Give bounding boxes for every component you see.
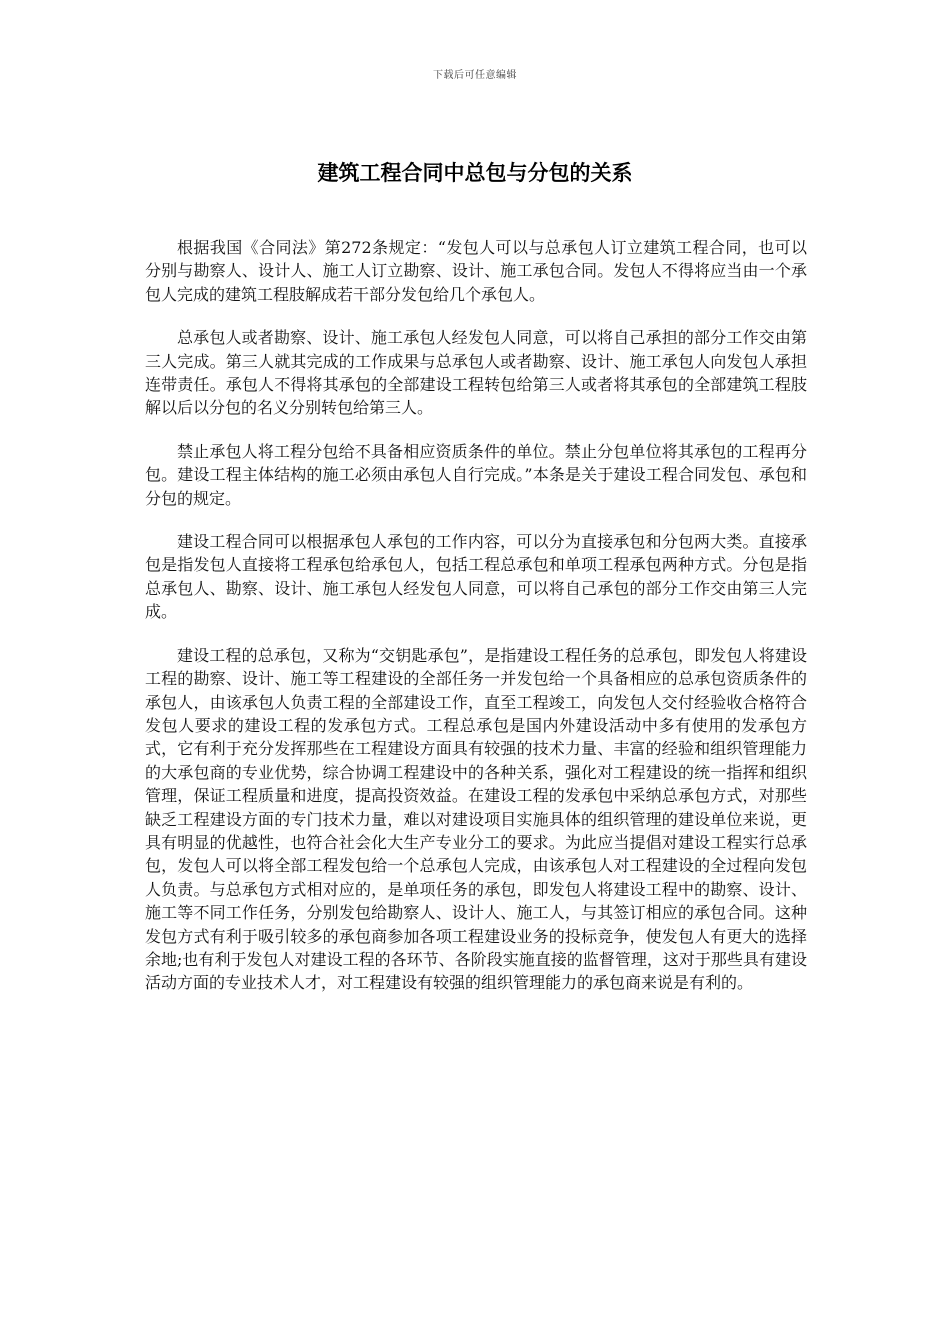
paragraph: 禁止承包人将工程分包给不具备相应资质条件的单位。禁止分包单位将其承包的工程再分包。建设工程主体结构的施工必须由承包人自行完成。”本条是关于建设工程合同发包、承包和分包的规定。 — [145, 441, 807, 508]
document-title: 建筑工程合同中总包与分包的关系 — [317, 161, 633, 185]
paragraph: 总承包人或者勘察、设计、施工承包人经发包人同意，可以将自己承担的部分工作交由第三人完成。第三人就其完成的工作成果与总承包人或者勘察、设计、施工承包人向发包人承担连带责任。承包人不得将其承包的全部建设工程转包给第三人或者将其承包的全部建筑工程肢解以后以分包的名义分别转包给第三人。 — [145, 328, 807, 418]
paragraph: 建设工程合同可以根据承包人承包的工作内容，可以分为直接承包和分包两大类。直接承包是指发包人直接将工程承包给承包人，包括工程总承包和单项工程承包两种方式。分包是指总承包人、勘察、设计、施工承包人经发包人同意，可以将自己承包的部分工作交由第三人完成。 — [145, 532, 807, 622]
header-note: 下载后可任意编辑 — [433, 70, 517, 81]
paragraph: 建设工程的总承包，又称为“交钥匙承包”，是指建设工程任务的总承包，即发包人将建设工程的勘察、设计、施工等工程建设的全部任务一并发包给一个具备相应的总承包资质条件的承包人，由该承包人负责工程的全部建设工作，直至工程竣工，向发包人交付经验收合格符合发包人要求的建设工程的发承包方式。工程总承包是国内外建设活动中多有使用的发承包方式，它有利于充分发挥那些在工程建设方面具有较强的技术力量、丰富的经验和组织管理能力的大承包商的专业优势，综合协调工程建设中的各种关系，强化对工程建设的统一指挥和组织管理，保证工程质量和进度，提高投资效益。在建设工程的发承包中采纳总承包方式，对那些缺乏工程建设方面的专门技术力量，难以对建设项目实施具体的组织管理的建设单位来说，更具有明显的优越性，也符合社会化大生产专业分工的要求。为此应当提倡对建设工程实行总承包，发包人可以将全部工程发包给一个总承包人完成，由该承包人对工程建设的全过程向发包人负责。与总承包方式相对应的，是单项任务的承包，即发包人将建设工程中的勘察、设计、施工等不同工作任务，分别发包给勘察人、设计人、施工人，与其签订相应的承包合同。这种发包方式有利于吸引较多的承包商参加各项工程建设业务的投标竞争，使发包人有更大的选择余地;也有利于发包人对建设工程的各环节、各阶段实施直接的监督管理，这对于那些具有建设活动方面的专业技术人才，对工程建设有较强的组织管理能力的承包商来说是有利的。 — [145, 645, 807, 993]
document-body — [145, 236, 807, 1015]
paragraph: 根据我国《合同法》第272条规定：“发包人可以与总承包人订立建筑工程合同，也可以分别与勘察人、设计人、施工人订立勘察、设计、施工承包合同。发包人不得将应当由一个承包人完成的建筑工程肢解成若干部分发包给几个承包人。 — [145, 238, 807, 304]
